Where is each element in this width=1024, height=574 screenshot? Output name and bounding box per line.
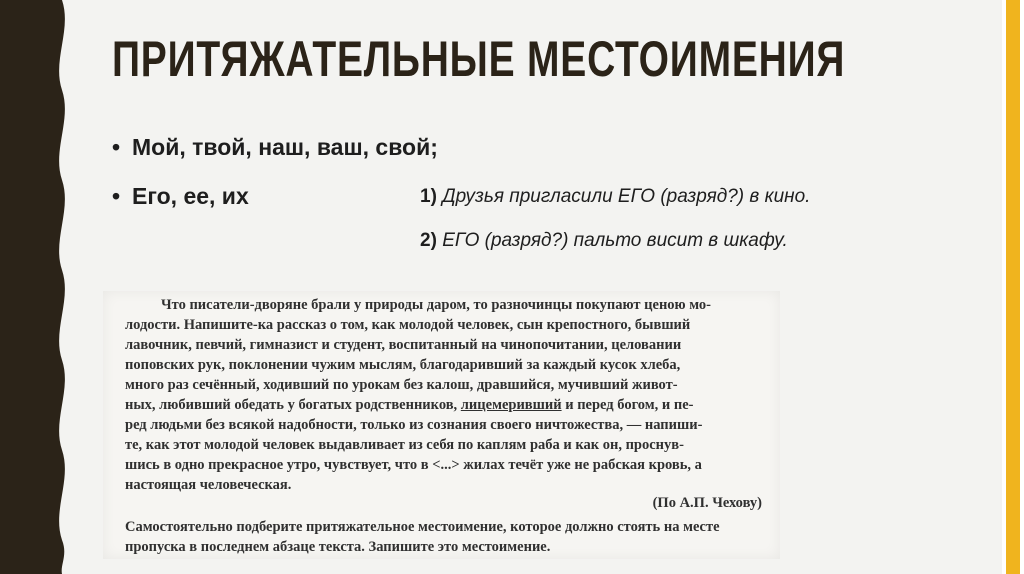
scan-line: много раз сечённый, ходивший по урокам без калош, дравшийся, мучивший живот-: [125, 377, 678, 393]
bullet-dot-icon: •: [112, 134, 121, 160]
bullet-text: Мой, твой, наш, ваш, свой;: [132, 134, 438, 160]
example-1: [420, 186, 810, 208]
scan-line-with-underline: [125, 397, 694, 414]
scan-task-line: Самостоятельно подберите притяжательное местоимение, которое должно стоять на месте: [125, 519, 720, 535]
scan-line: лавочник, певчий, гимназист и студент, воспитанный на чинопочитании, целовании: [125, 337, 682, 353]
scan-line: шись в одно прекрасное утро, чувствует, что в <...> жилах течёт уже не рабская кровь, а: [125, 457, 702, 473]
example-text: ЕГО (разряд?) пальто висит в шкафу.: [442, 230, 788, 251]
bullet-item-personal: [112, 183, 249, 210]
slide-title: ПРИТЯЖАТЕЛЬНЫЕ МЕСТОИМЕНИЯ: [112, 31, 846, 87]
scanned-text-excerpt: [103, 291, 780, 559]
wavy-border-decoration: [0, 0, 75, 574]
scan-line: лодости. Напишите-ка рассказ о том, как молодой человек, сын крепостного, бывший: [125, 317, 691, 333]
example-2: [420, 230, 788, 252]
scan-line: настоящая человеческая.: [125, 477, 292, 493]
scan-attribution: (По А.П. Чехову): [652, 495, 762, 511]
scan-line: те, как этот молодой человек выдавливает из себя по каплям раба и как он, проснув-: [125, 437, 684, 453]
underlined-word: лицемеривший: [460, 397, 562, 413]
example-number: 1): [420, 186, 437, 207]
bullet-item-possessive: [112, 134, 438, 161]
gold-stripe: [1006, 0, 1020, 574]
scan-line: поповских рук, поклонении чужим мыслям, благодаривший за каждый кусок хлеба,: [125, 357, 681, 373]
scan-line: Что писатели-дворяне брали у природы даром, то разночинцы покупают ценою мо-: [161, 297, 712, 313]
example-number: 2): [420, 230, 437, 251]
scan-task-line: пропуска в последнем абзаце текста. Запишите это местоимение.: [125, 539, 551, 555]
scan-line-part: и перед богом, и пе-: [565, 397, 694, 413]
scan-line-part: ных, любивший обедать у богатых родственников,: [125, 397, 458, 413]
bullet-text: Его, ее, их: [132, 183, 249, 209]
scan-line: ред людьми без всякой надобности, только из сознания своего ничтожества, — напиши-: [125, 417, 703, 433]
example-text: Друзья пригласили ЕГО (разряд?) в кино.: [442, 186, 811, 207]
right-accent-bar: [1002, 0, 1024, 574]
bullet-dot-icon: •: [112, 183, 121, 209]
